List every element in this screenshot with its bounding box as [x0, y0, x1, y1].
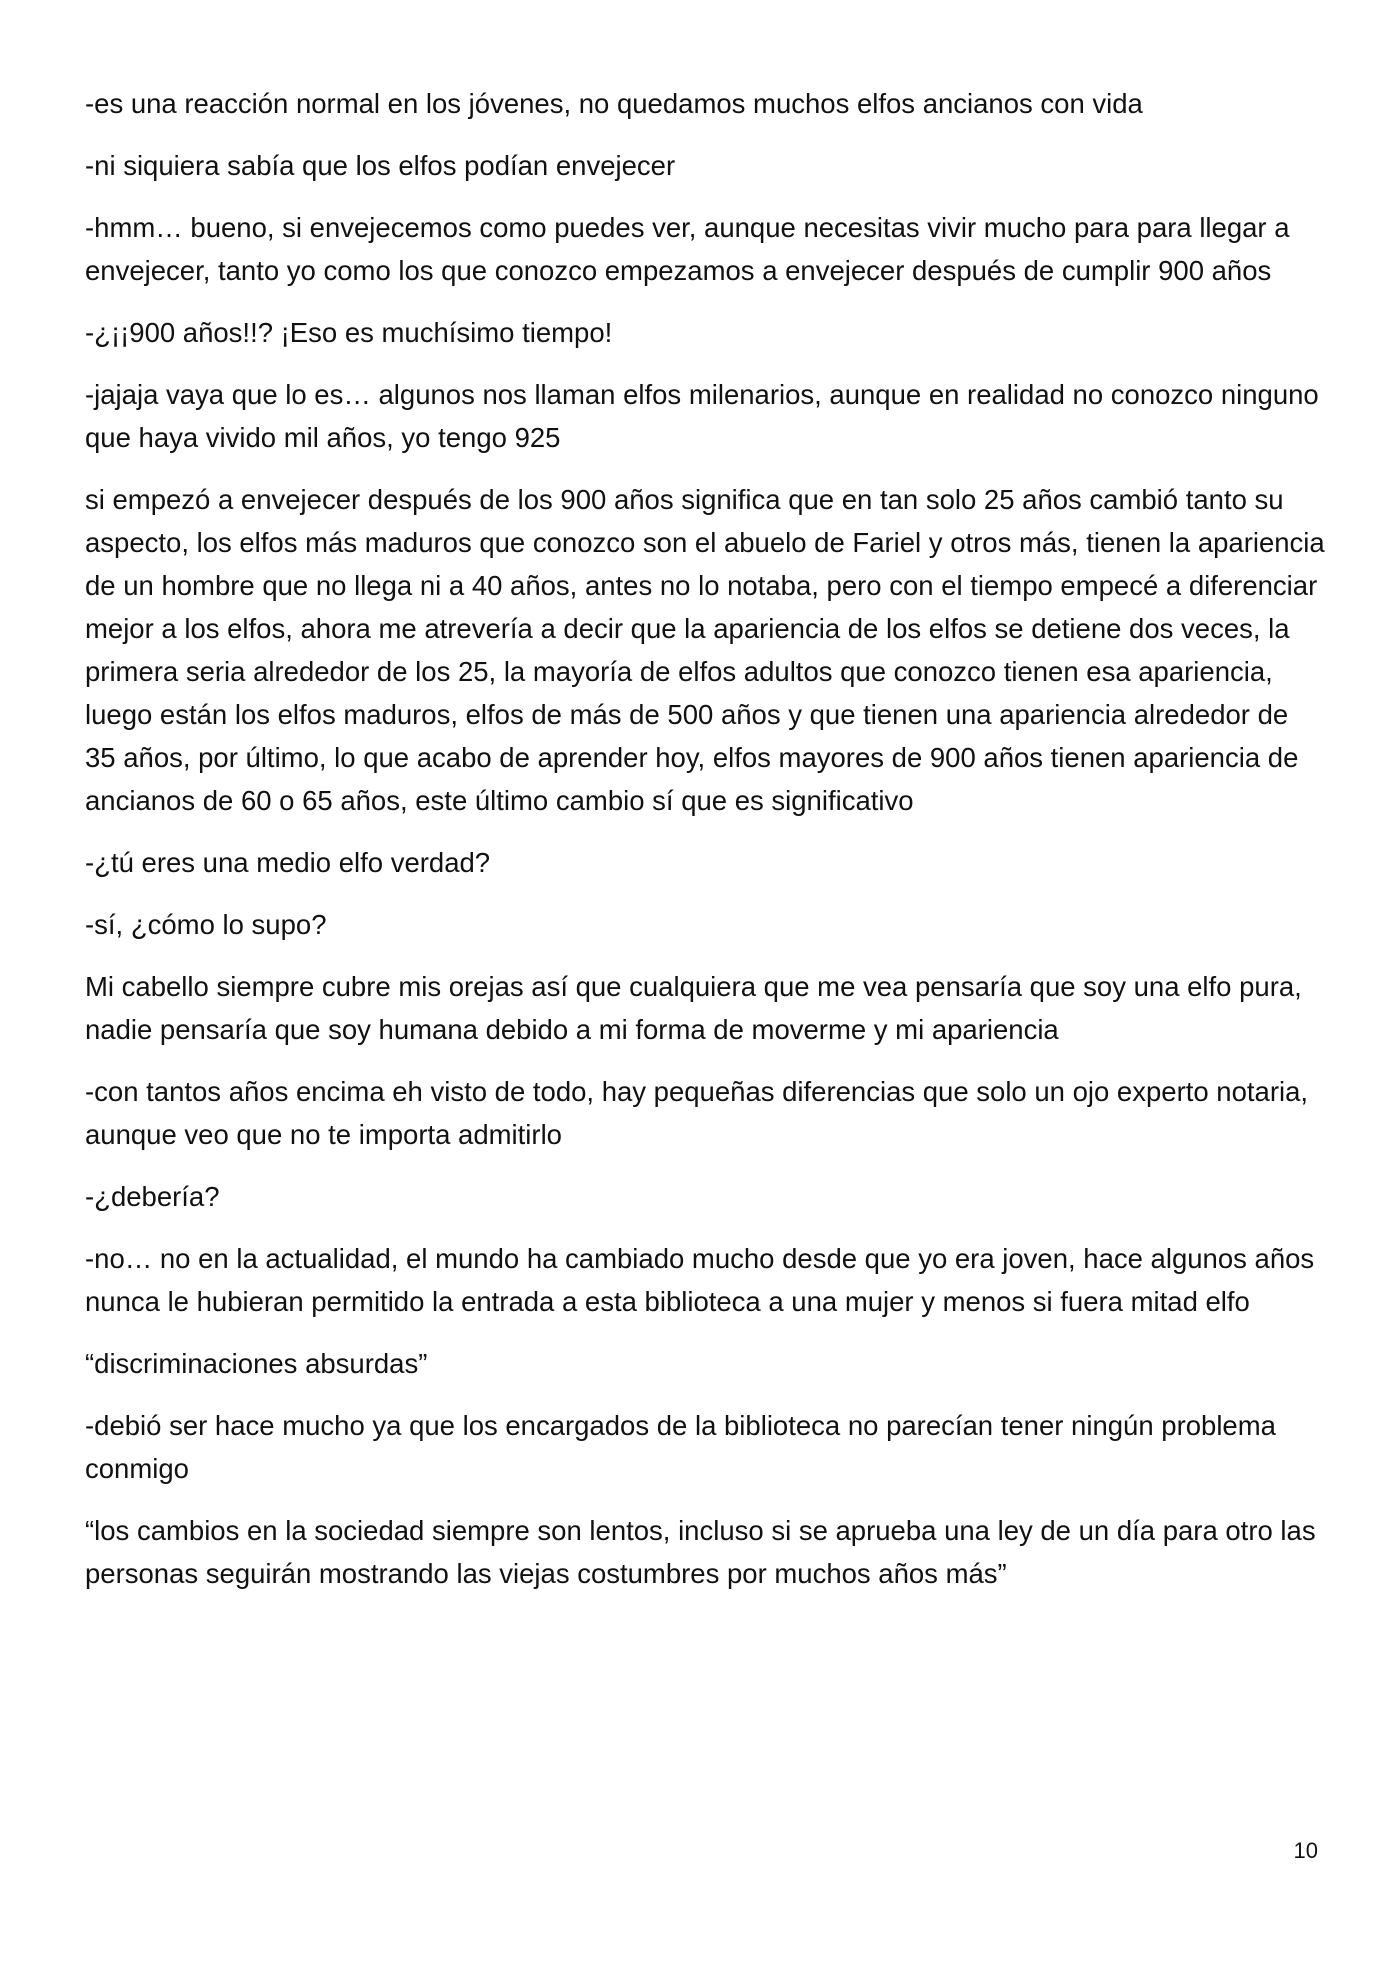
paragraph: -ni siquiera sabía que los elfos podían envejecer: [85, 150, 676, 181]
paragraph: -no… no en la actualidad, el mundo ha cambiado mucho desde que yo era joven, hace algunos años nunca le hubieran permitido la entrada a esta biblioteca a una mujer y menos si fuera mitad elfo: [85, 1243, 1315, 1317]
paragraph: “los cambios en la sociedad siempre son lentos, incluso si se aprueba una ley de un día para otro las personas seguirán mostrando las viejas costumbres por muchos años más”: [85, 1515, 1316, 1589]
paragraph: -hmm… bueno, si envejecemos como puedes ver, aunque necesitas vivir mucho para para llegar a envejecer, tanto yo como los que conozco empezamos a envejecer después de cumplir 900 años: [85, 212, 1290, 286]
paragraph: Mi cabello siempre cubre mis orejas así que cualquiera que me vea pensaría que soy una elfo pura, nadie pensaría que soy humana debido a mi forma de moverme y mi apariencia: [85, 971, 1302, 1045]
paragraph: -¿tú eres una medio elfo verdad?: [85, 847, 491, 878]
paragraph: “discriminaciones absurdas”: [85, 1348, 428, 1379]
paragraph: si empezó a envejecer después de los 900 años significa que en tan solo 25 años cambió tanto su aspecto, los elfos más maduros que conozco son el abuelo de Fariel y otros más, tienen la apariencia de un hombre que no llega ni a 40 años, antes no lo notaba, pero con el tiempo empecé a diferenciar mejor a los elfos, ahora me atrevería a decir que la apariencia de los elfos se detiene dos veces, la primera seria alrededor de los 25, la mayoría de elfos adultos que conozco tienen esa apariencia, luego están los elfos maduros, elfos de más de 500 años y que tienen una apariencia alrededor de 35 años, por último, lo que acabo de aprender hoy, elfos mayores de 900 años tienen apariencia de ancianos de 60 o 65 años, este último cambio sí que es significativo: [85, 484, 1325, 816]
paragraph: -¿¡¡900 años!!? ¡Eso es muchísimo tiempo!: [85, 317, 613, 348]
paragraph: -debió ser hace mucho ya que los encargados de la biblioteca no parecían tener ningún problema conmigo: [85, 1410, 1276, 1484]
paragraph: -sí, ¿cómo lo supo?: [85, 909, 327, 940]
paragraph: -es una reacción normal en los jóvenes, no quedamos muchos elfos ancianos con vida: [85, 88, 1143, 119]
paragraph: -¿debería?: [85, 1181, 220, 1212]
page-number: 10: [1293, 1838, 1318, 1863]
paragraph: -jajaja vaya que lo es… algunos nos llaman elfos milenarios, aunque en realidad no conozco ninguno que haya vivido mil años, yo tengo 925: [85, 379, 1319, 453]
paragraph: -con tantos años encima eh visto de todo, hay pequeñas diferencias que solo un ojo experto notaria, aunque veo que no te importa admitirlo: [85, 1076, 1309, 1150]
document-body: [85, 82, 1325, 1614]
